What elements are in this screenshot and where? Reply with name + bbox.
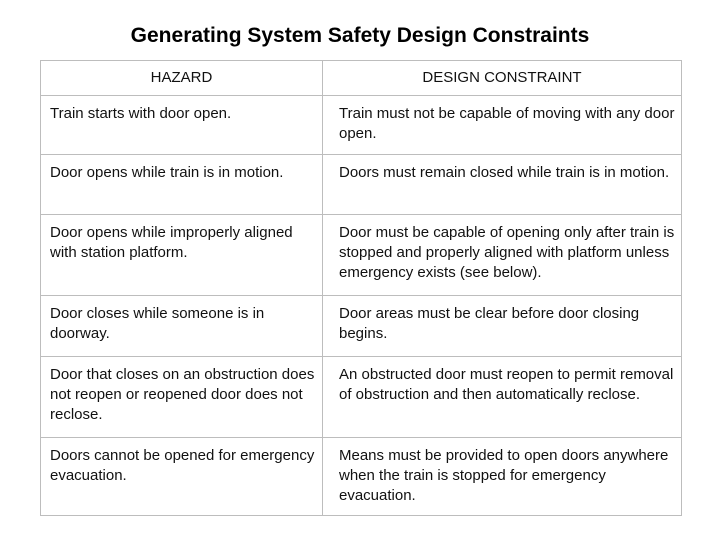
constraint-cell: Train must not be capable of moving with any door open. xyxy=(323,96,682,155)
table-row xyxy=(41,155,682,215)
hazard-cell: Door closes while someone is in doorway. xyxy=(41,296,323,357)
table-header-row xyxy=(41,61,682,96)
table-row xyxy=(41,215,682,296)
hazard-cell: Train starts with door open. xyxy=(41,96,323,155)
hazard-cell: Door that closes on an obstruction does not reopen or reopened door does not reclose. xyxy=(41,357,323,438)
constraint-cell: An obstructed door must reopen to permit removal of obstruction and then automatically reclose. xyxy=(323,357,682,438)
hazard-cell: Door opens while improperly aligned with station platform. xyxy=(41,215,323,296)
column-header-design-constraint: DESIGN CONSTRAINT xyxy=(323,61,682,96)
table-row xyxy=(41,96,682,155)
slide-title: Generating System Safety Design Constraints xyxy=(130,24,590,47)
hazard-cell: Doors cannot be opened for emergency evacuation. xyxy=(41,438,323,516)
constraint-cell: Doors must remain closed while train is in motion. xyxy=(323,155,682,215)
constraint-cell: Door must be capable of opening only after train is stopped and properly aligned with platform unless emergency exists (see below). xyxy=(323,215,682,296)
table-row xyxy=(41,438,682,516)
constraint-cell: Means must be provided to open doors anywhere when the train is stopped for emergency evacuation. xyxy=(323,438,682,516)
column-header-hazard: HAZARD xyxy=(41,61,323,96)
hazard-cell: Door opens while train is in motion. xyxy=(41,155,323,215)
table-row xyxy=(41,296,682,357)
constraint-cell: Door areas must be clear before door closing begins. xyxy=(323,296,682,357)
hazard-constraint-table xyxy=(40,60,682,516)
table-row xyxy=(41,357,682,438)
